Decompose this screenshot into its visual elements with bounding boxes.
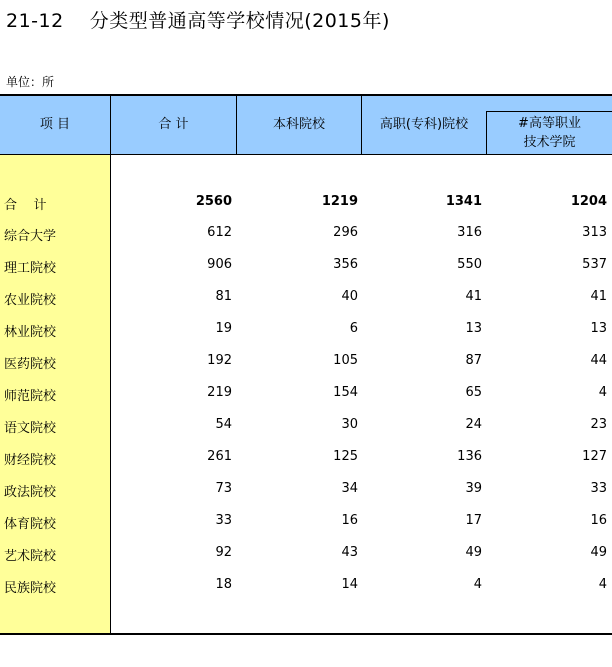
table-row [0,506,612,538]
cell-total: 261 [207,449,232,464]
cell-vocational: 49 [465,545,482,560]
row-name: 艺术院校 [4,549,57,564]
cell-undergrad: 43 [341,545,358,560]
cell-vocational: 1341 [445,194,482,209]
row-name: 林业院校 [4,325,57,340]
cell-total: 612 [207,225,232,240]
cell-total: 92 [215,545,232,560]
cell-undergrad: 6 [349,321,358,336]
cell-undergrad: 40 [341,289,358,304]
header-undergrad: 本科院校 [272,117,325,132]
cell-total: 19 [215,321,232,336]
cell-vocational: 39 [465,481,482,496]
row-name: 体育院校 [4,517,57,532]
header-bottom-rule [0,154,612,155]
row-name: 理工院校 [4,261,57,276]
table-row [0,314,612,346]
cell-vocational: 550 [457,257,482,272]
cell-total: 54 [215,417,232,432]
cell-tech: 4 [598,385,607,400]
cell-undergrad: 105 [333,353,358,368]
cell-total: 18 [215,577,232,592]
row-name: 语文院校 [4,421,57,436]
table-row [0,250,612,282]
cell-undergrad: 30 [341,417,358,432]
header-total: 合 计 [158,117,189,132]
header-tech-college [486,111,612,154]
table-code: 21-12 [6,10,64,32]
cell-total: 192 [207,353,232,368]
cell-tech: 127 [582,449,607,464]
cell-undergrad: 154 [333,385,358,400]
cell-undergrad: 34 [341,481,358,496]
cell-total: 906 [207,257,232,272]
cell-undergrad: 296 [333,225,358,240]
cell-vocational: 41 [465,289,482,304]
cell-vocational: 87 [465,353,482,368]
header-vocational: 高职(专科)院校 [379,117,469,132]
row-name: 政法院校 [4,485,57,500]
table-row [0,410,612,442]
cell-undergrad: 125 [333,449,358,464]
cell-vocational: 136 [457,449,482,464]
cell-tech: 4 [598,577,607,592]
cell-total: 73 [215,481,232,496]
cell-undergrad: 16 [341,513,358,528]
table-row [0,378,612,410]
row-name: 合 计 [4,198,47,213]
cell-total: 33 [215,513,232,528]
cell-undergrad: 356 [333,257,358,272]
cell-total: 219 [207,385,232,400]
cell-undergrad: 14 [341,577,358,592]
row-name: 师范院校 [4,389,57,404]
table-title-text: 分类型普通高等学校情况(2015年) [89,10,390,32]
cell-tech: 313 [582,225,607,240]
cell-tech: 16 [590,513,607,528]
table-row [0,442,612,474]
cell-tech: 23 [590,417,607,432]
cell-vocational: 17 [465,513,482,528]
cell-vocational: 316 [457,225,482,240]
page-title [6,6,390,33]
cell-tech: 13 [590,321,607,336]
cell-undergrad: 1219 [321,194,358,209]
cell-vocational: 65 [465,385,482,400]
cell-vocational: 4 [473,577,482,592]
header-tech-line2: 技术学院 [523,135,576,150]
table-bottom-rule [0,633,612,635]
row-name: 医药院校 [4,357,57,372]
table-row [0,570,612,602]
cell-tech: 537 [582,257,607,272]
table-row [0,538,612,570]
header-tech-line1: #高等职业 [518,116,581,131]
header-item: 项 目 [39,117,71,132]
cell-tech: 1204 [570,194,607,209]
cell-tech: 33 [590,481,607,496]
table-row [0,474,612,506]
row-name: 民族院校 [4,581,57,596]
cell-tech: 49 [590,545,607,560]
table-row-total [0,187,612,219]
cell-tech: 41 [590,289,607,304]
table-row [0,282,612,314]
unit-label: 单位：所 [6,75,55,89]
cell-tech: 44 [590,353,607,368]
cell-vocational: 24 [465,417,482,432]
row-name: 农业院校 [4,293,57,308]
row-name: 财经院校 [4,453,57,468]
cell-vocational: 13 [465,321,482,336]
table-row [0,346,612,378]
table-row [0,218,612,250]
cell-total: 2560 [195,194,232,209]
cell-total: 81 [215,289,232,304]
row-name: 综合大学 [4,229,57,244]
